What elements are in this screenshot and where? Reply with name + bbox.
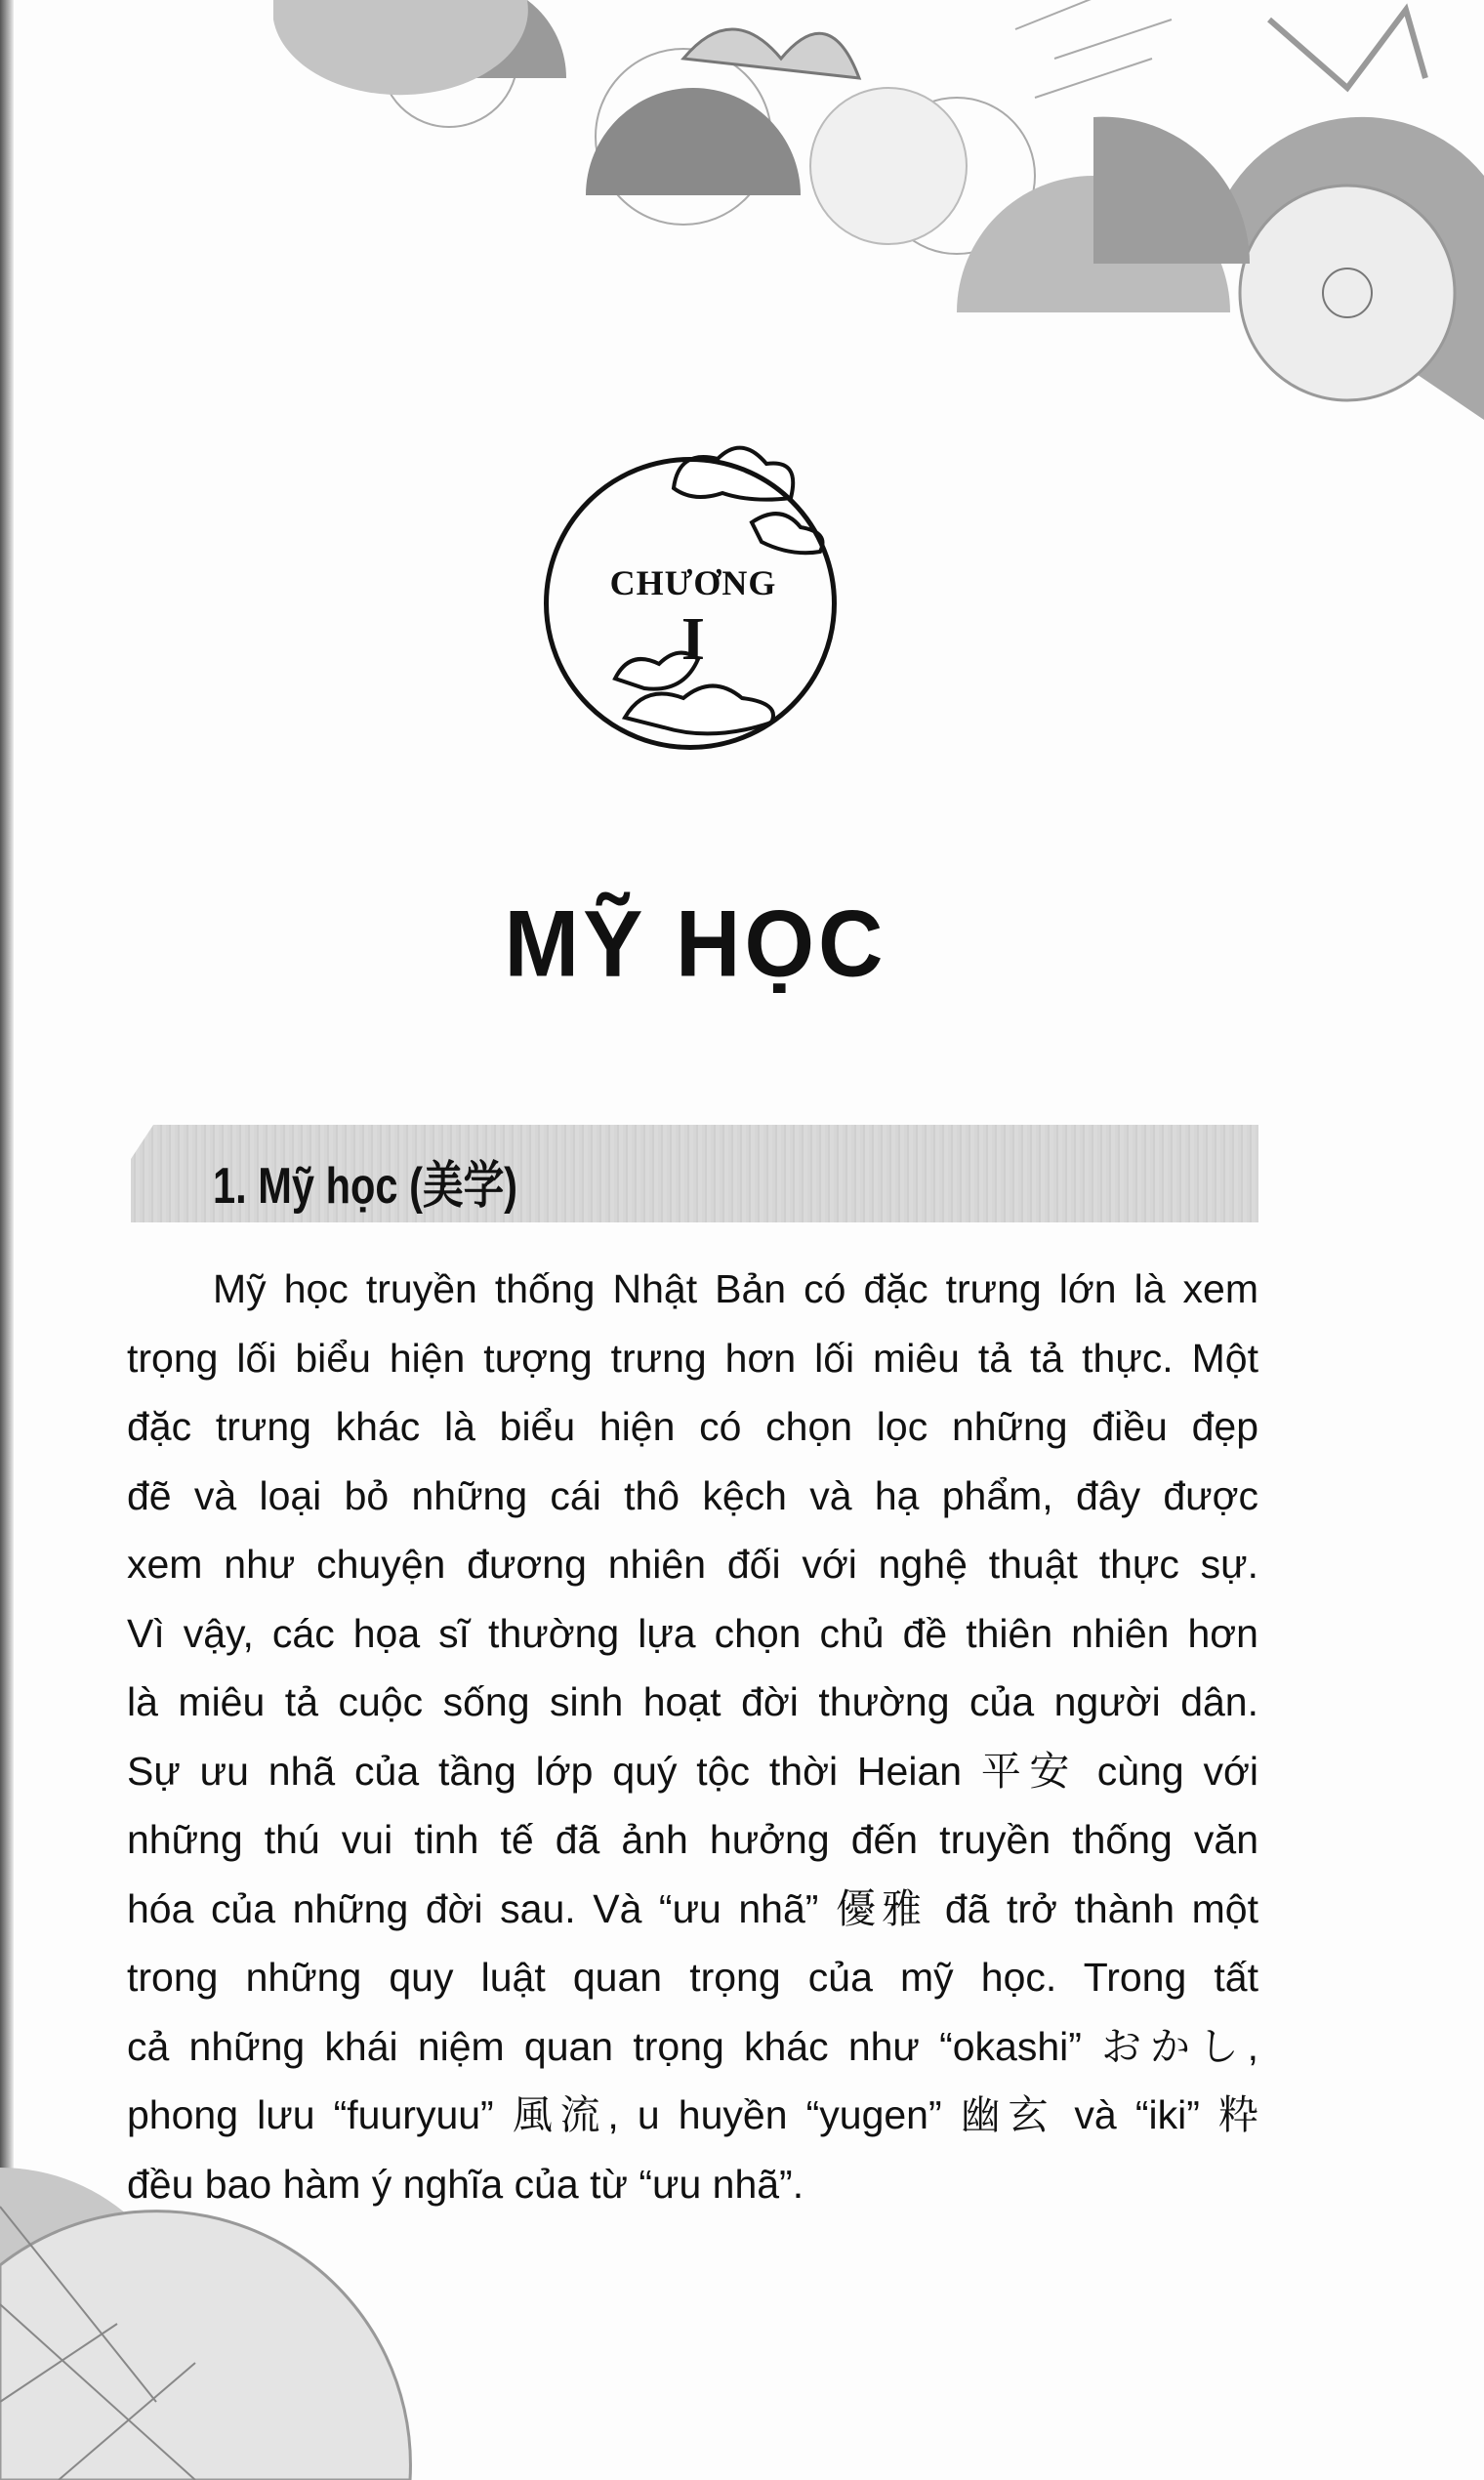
paragraph-line: trọng lối biểu hiện tượng trưng hơn lối miêu tả tả thực. Một — [127, 1335, 1258, 1381]
chapter-label: CHƯƠNG — [609, 563, 777, 602]
paragraph-line: đẽ và loại bỏ những cái thô kệch và hạ phẩm, đây được — [127, 1472, 1258, 1518]
paragraph-line: Vì vậy, các họa sĩ thường lựa chọn chủ đề thiên nhiên hơn — [127, 1610, 1258, 1656]
paragraph-line: Mỹ học truyền thống Nhật Bản có đặc trưng lớn là xem — [213, 1266, 1258, 1311]
paragraph-line: phong lưu “fuuryuu” 風流, u huyền “yugen” 幽玄 và “iki” 粋 — [127, 2092, 1258, 2137]
paragraph-line: hóa của những đời sau. Và “ưu nhã” 優雅 đã trở thành một — [127, 1885, 1258, 1931]
japanese-pattern-decoration-top — [273, 0, 1484, 469]
book-spine-shadow — [0, 0, 14, 2480]
paragraph-line: đều bao hàm ý nghĩa của từ “ưu nhã”. — [127, 2161, 804, 2207]
paragraph-line: cả những khái niệm quan trọng khác như “okashi” おかし, — [127, 2023, 1258, 2069]
paragraph-line: những thú vui tinh tế đã ảnh hưởng đến truyền thống văn — [127, 1817, 1258, 1862]
paragraph-line: đặc trưng khác là biểu hiện có chọn lọc những điều đẹp — [127, 1404, 1258, 1449]
page-title: MỸ HỌC — [504, 891, 887, 997]
paragraph-line: Sự ưu nhã của tầng lớp quý tộc thời Heian 平安 cùng với — [127, 1748, 1258, 1794]
paragraph-line: trong những quy luật quan trọng của mỹ học. Trong tất — [127, 1955, 1258, 2000]
body-paragraph — [127, 1255, 1258, 2218]
section-heading: 1. Mỹ học (美学) — [213, 1158, 518, 1215]
chapter-ring — [544, 457, 837, 750]
paragraph-line: xem như chuyện đương nhiên đối với nghệ thuật thực sự. — [127, 1542, 1258, 1587]
paragraph-line: là miêu tả cuộc sống sinh hoạt đời thường của người dân. — [127, 1679, 1258, 1724]
chapter-number: I — [680, 606, 706, 673]
